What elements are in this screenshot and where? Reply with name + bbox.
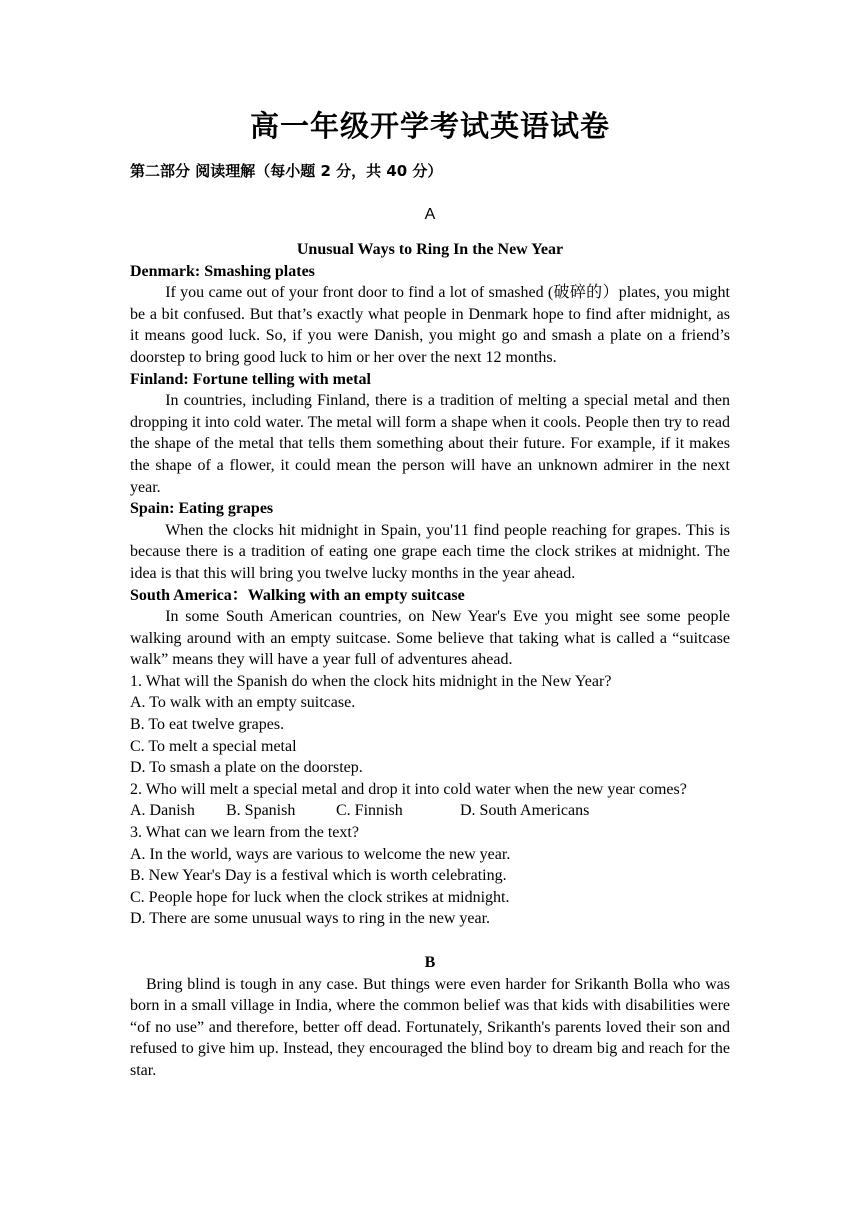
passage-a-section-spain xyxy=(130,498,730,584)
question-3 xyxy=(130,822,730,930)
question-option: C. To melt a special metal xyxy=(130,737,297,755)
passage-a-letter: A xyxy=(424,206,436,223)
section-heading: Spain: Eating grapes xyxy=(130,500,274,518)
question-stem: 1. What will the Spanish do when the clock hits midnight in the New Year? xyxy=(130,672,612,690)
section-header: 第二部分 阅读理解（每小题 2 分，共 40 分） xyxy=(130,162,443,180)
question-options-row xyxy=(130,800,730,822)
question-option: B. Spanish xyxy=(226,802,296,820)
question-option: B. New Year's Day is a festival which is worth celebrating. xyxy=(130,867,507,885)
question-option: A. Danish xyxy=(130,802,195,820)
section-heading: South America：Walking with an empty suitcase xyxy=(130,586,465,604)
exam-title: 高一年级开学考试英语试卷 xyxy=(249,109,610,143)
passage-b-letter: B xyxy=(424,954,436,971)
passage-a-title: Unusual Ways to Ring In the New Year xyxy=(296,241,564,258)
passage-a-section-finland xyxy=(130,369,730,499)
section-heading: Finland: Fortune telling with metal xyxy=(130,370,371,388)
question-stem: 2. Who will melt a special metal and drop it into cold water when the new year comes? xyxy=(130,780,687,798)
question-option: B. To eat twelve grapes. xyxy=(130,716,285,734)
question-option: C. Finnish xyxy=(336,802,403,820)
passage-a-section-denmark xyxy=(130,261,730,369)
section-heading: Denmark: Smashing plates xyxy=(130,262,315,280)
question-option: A. To walk with an empty suitcase. xyxy=(130,694,356,712)
question-option: C. People hope for luck when the clock strikes at midnight. xyxy=(130,888,510,906)
passage-a-section-south-america xyxy=(130,585,730,671)
question-option: D. To smash a plate on the doorstep. xyxy=(130,759,363,777)
section-paragraph: In countries, including Finland, there is a tradition of melting a special metal and then dropping it into cold water. The metal will form a shape when it cools. People then try to read the shape of the metal that tells them something about their future. For example, if it makes the shape of a flower, it could mean the person will have an unknown admirer in the next year. xyxy=(130,392,730,496)
question-option: A. In the world, ways are various to welcome the new year. xyxy=(130,845,511,863)
question-1 xyxy=(130,671,730,779)
question-option: D. There are some unusual ways to ring in the new year. xyxy=(130,910,491,928)
question-stem: 3. What can we learn from the text? xyxy=(130,824,359,842)
question-2 xyxy=(130,779,730,822)
section-paragraph: In some South American countries, on New Year's Eve you might see some people walking around with an empty suitcase. Some believe that taking what is called a “suitcase walk” means they will have a year full of adventures ahead. xyxy=(130,608,730,669)
section-paragraph: If you came out of your front door to find a lot of smashed (破碎的）plates, you might be a bit confused. But that’s exactly what people in Denmark hope to find after midnight, as it means good luck. So, if you were Danish, you might go and smash a plate on a friend’s doorstep to bring good luck to him or her over the next 12 months. xyxy=(130,284,730,366)
exam-page xyxy=(130,104,730,1082)
passage-b-paragraph: Bring blind is tough in any case. But things were even harder for Srikanth Bolla who was born in a small village in India, where the common belief was that kids with disabilities were “of no use” and therefore, better off dead. Fortunately, Srikanth's parents loved their son and refused to give him up. Instead, they encouraged the blind boy to dream big and reach for the star. xyxy=(130,975,730,1079)
section-paragraph: When the clocks hit midnight in Spain, you'11 find people reaching for grapes. This is because there is a tradition of eating one grape each time the clock strikes at midnight. The idea is that this will bring you twelve lucky months in the year ahead. xyxy=(130,521,730,582)
question-option: D. South Americans xyxy=(460,802,590,820)
